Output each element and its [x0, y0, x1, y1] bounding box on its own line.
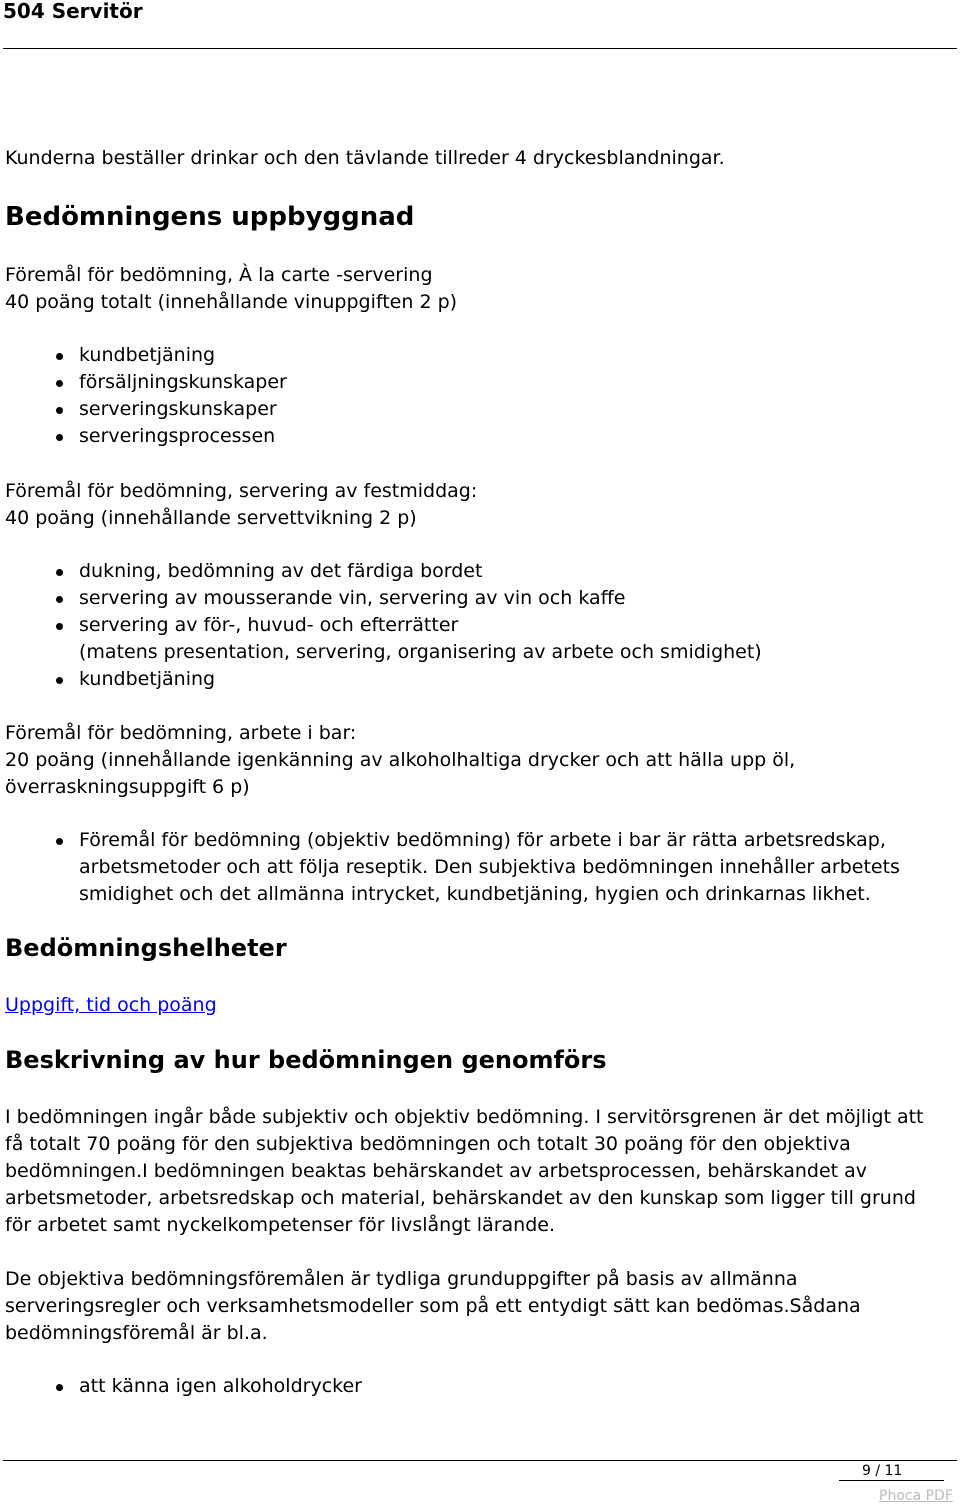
list-item-line: arbetsmetoder och att följa reseptik. Den subjektiva bedömningen innehåller arbetets: [79, 856, 900, 878]
page-header-title: 504 Servitör: [3, 0, 143, 23]
section-heading-genomfors: Beskrivning av hur bedömningen genomförs: [5, 1046, 607, 1074]
list-item-text: servering av för-, huvud- och efterrätter: [79, 614, 459, 636]
page-number: 9 / 11: [862, 1463, 903, 1479]
para1-line: I bedömningen ingår både subjektiv och objektiv bedömning. I servitörsgrenen är det möjligt att: [5, 1106, 924, 1128]
block3-line1: Föremål för bedömning, arbete i bar:: [5, 722, 357, 744]
task-link[interactable]: Uppgift, tid och poäng: [5, 994, 217, 1016]
block3-line2: 20 poäng (innehållande igenkänning av alkoholhaltiga drycker och att hälla upp öl,: [5, 749, 796, 771]
block2-line1: Föremål för bedömning, servering av festmiddag:: [5, 480, 478, 502]
section-heading-uppbyggnad: Bedömningens uppbyggnad: [5, 202, 415, 232]
intro-text: Kunderna beställer drinkar och den tävlande tillreder 4 dryckesblandningar.: [5, 147, 725, 169]
list-item: att känna igen alkoholdrycker: [60, 1373, 362, 1400]
para2-line: De objektiva bedömningsföremålen är tydliga grunduppgifter på basis av allmänna: [5, 1268, 798, 1290]
page-number-underline: [839, 1480, 944, 1481]
phoca-pdf-link[interactable]: Phoca PDF: [879, 1488, 953, 1504]
list-item: försäljningskunskaper: [60, 369, 287, 396]
para1-line: få totalt 70 poäng för den subjektiva bedömningen och totalt 30 poäng för den objektiva: [5, 1133, 851, 1155]
footer-divider: [3, 1460, 957, 1461]
list-item-line: Föremål för bedömning (objektiv bedömning) för arbete i bar är rätta arbetsredskap,: [79, 829, 886, 851]
section3-list: [60, 1373, 362, 1400]
block3-list: [60, 827, 900, 908]
section-heading-helheter: Bedömningshelheter: [5, 934, 287, 962]
para1-line: för arbetet samt nyckelkompetenser för livslångt lärande.: [5, 1214, 555, 1236]
list-item: dukning, bedömning av det färdiga bordet: [60, 558, 762, 585]
block1-list: [60, 342, 287, 450]
para2-line: bedömningsföremål är bl.a.: [5, 1322, 268, 1344]
block2-list: [60, 558, 762, 693]
block1-line2: 40 poäng totalt (innehållande vinuppgiften 2 p): [5, 291, 458, 313]
list-item: servering av mousserande vin, servering av vin och kaffe: [60, 585, 762, 612]
para2-line: serveringsregler och verksamhetsmodeller som på ett entydigt sätt kan bedömas.Sådana: [5, 1295, 861, 1317]
list-item: [60, 827, 900, 908]
list-item: serveringskunskaper: [60, 396, 287, 423]
task-link-paragraph: [5, 992, 217, 1019]
block1-line1: Föremål för bedömning, À la carte -servering: [5, 264, 433, 286]
para1-line: bedömningen.I bedömningen beaktas behärskandet av arbetsprocessen, behärskandet av: [5, 1160, 868, 1182]
list-item: kundbetjäning: [60, 342, 287, 369]
list-item: kundbetjäning: [60, 666, 762, 693]
para1-line: arbetsmetoder, arbetsredskap och material, behärskandet av den kunskap som ligger till grund: [5, 1187, 916, 1209]
header-divider: [3, 48, 957, 49]
list-item: serveringsprocessen: [60, 423, 287, 450]
list-item: [60, 612, 762, 666]
block2-line2: 40 poäng (innehållande servettvikning 2 p): [5, 507, 417, 529]
block3-line3: överraskningsuppgift 6 p): [5, 776, 250, 798]
list-item-continuation: (matens presentation, servering, organisering av arbete och smidighet): [79, 641, 762, 663]
list-item-line: smidighet och det allmänna intrycket, kundbetjäning, hygien och drinkarnas likhet.: [79, 883, 871, 905]
